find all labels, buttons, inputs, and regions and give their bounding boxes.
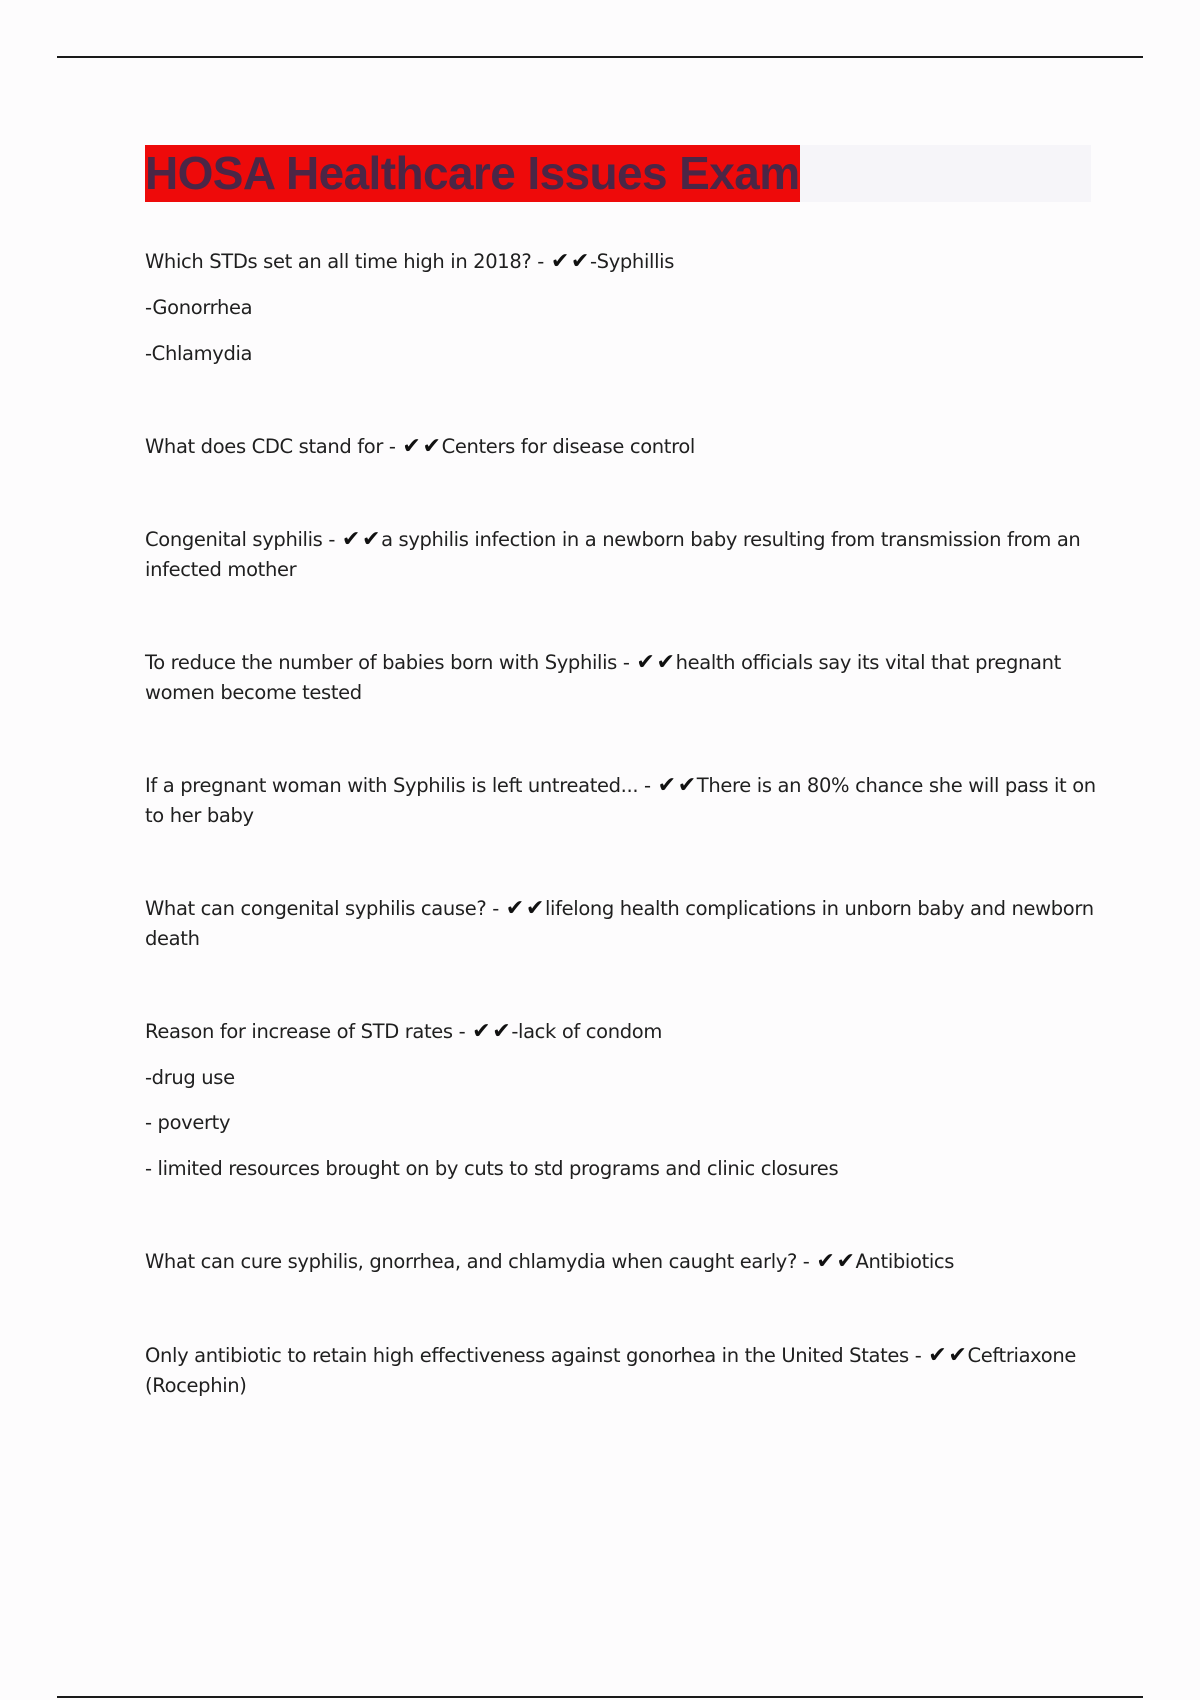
title-band [145,145,1091,202]
answer-text: Antibiotics [855,1250,955,1273]
check-icon: ✔ [492,1019,511,1044]
check-icon: ✔ [836,1249,855,1274]
answer-text: -lack of condom [511,1020,663,1043]
check-icon: ✔ [816,1249,835,1274]
question-text: Reason for increase of STD rates - [145,1020,466,1043]
check-icon: ✔ [505,896,524,921]
answer-line: to her baby [145,804,254,827]
qa-line [145,247,674,277]
question-text: Only antibiotic to retain high effectiveness against gonorhea in the United States - [145,1344,922,1367]
answer-line: -drug use [145,1066,235,1089]
answer-line: (Rocephin) [145,1374,247,1397]
bottom-rule [57,1696,1143,1698]
answer-line: death [145,927,200,950]
qa-line [145,648,1061,678]
qa-line [145,771,1096,801]
qa-line [145,1247,954,1277]
answer-text: Centers for disease control [441,435,695,458]
qa-line [145,432,695,462]
document-title: HOSA Healthcare Issues Exam [145,145,800,202]
check-icon: ✔ [657,773,676,798]
answer-text: -Syphillis [590,250,675,273]
question-text: What does CDC stand for - [145,435,396,458]
check-icon: ✔ [677,773,696,798]
qa-line [145,1341,1076,1371]
check-icon: ✔ [928,1343,947,1368]
answer-line: -Gonorrhea [145,296,253,319]
answer-text: health officials say its vital that pregnant [675,651,1061,674]
answer-line: - poverty [145,1111,231,1134]
check-icon: ✔ [361,527,381,552]
answer-text: lifelong health complications in unborn baby and newborn [544,897,1094,920]
answer-line: -Chlamydia [145,342,253,365]
question-text: What can cure syphilis, gnorrhea, and chlamydia when caught early? - [145,1250,810,1273]
question-text: Congenital syphilis - [145,528,336,551]
qa-line [145,525,1080,555]
question-text: If a pregnant woman with Syphilis is left untreated... - [145,774,651,797]
question-text: To reduce the number of babies born with Syphilis - [145,651,630,674]
check-icon: ✔ [636,650,655,675]
check-icon: ✔ [472,1019,491,1044]
check-icon: ✔ [948,1343,967,1368]
answer-text: Ceftriaxone [967,1344,1076,1367]
check-icon: ✔ [570,249,589,274]
answer-text: There is an 80% chance she will pass it on [696,774,1096,797]
qa-line [145,894,1094,924]
top-rule [57,56,1143,58]
answer-line: infected mother [145,558,297,581]
check-icon: ✔ [550,249,569,274]
question-text: Which STDs set an all time high in 2018? - [145,250,544,273]
check-icon: ✔ [422,434,441,459]
answer-line: - limited resources brought on by cuts to std programs and clinic closures [145,1157,839,1180]
answer-line: women become tested [145,681,362,704]
answer-text: a syphilis infection in a newborn baby resulting from transmission from an [381,528,1081,551]
question-text: What can congenital syphilis cause? - [145,897,499,920]
check-icon: ✔ [525,896,544,921]
check-icon: ✔ [341,527,360,552]
qa-line [145,1017,662,1047]
check-icon: ✔ [402,434,421,459]
check-icon: ✔ [656,650,675,675]
